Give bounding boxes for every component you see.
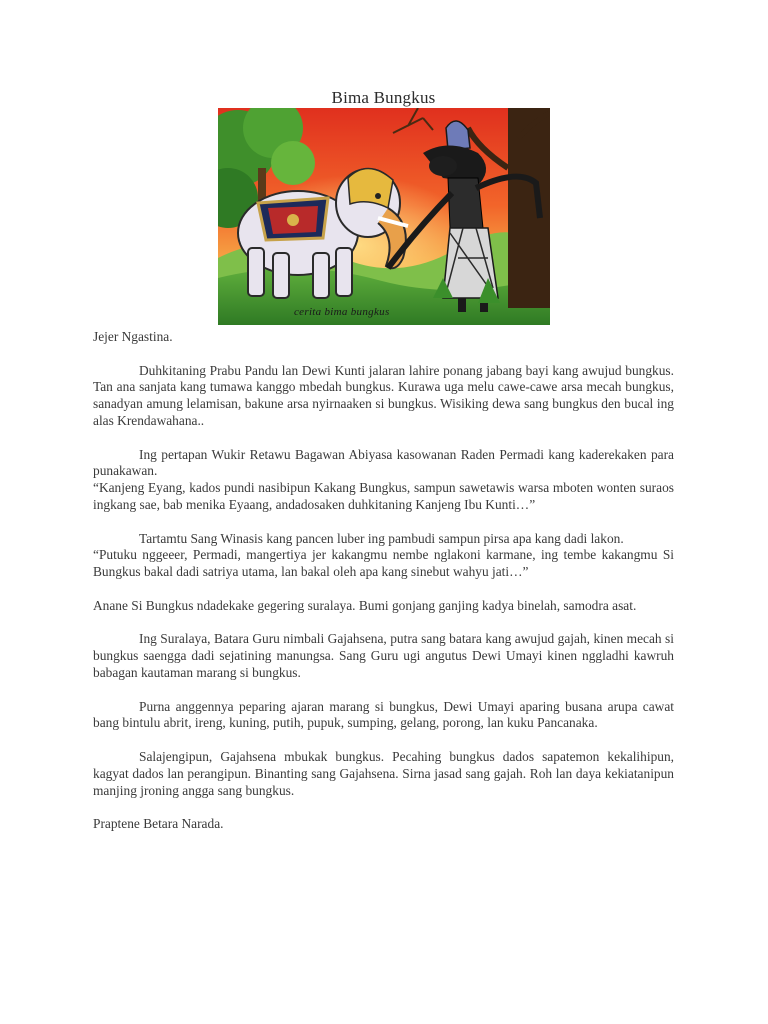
paragraph-10: Salajengipun, Gajahsena mbukak bungkus. Pecahing bungkus dados sapatemon kekalihipun, kagyat dados lan perangipun. Binanting sang Gajahsena. Sirna jasad sang gajah. Roh lan daya kekiatanipun manjing jroning angga sang bungkus. — [93, 748, 674, 798]
paragraph-3: Ing pertapan Wukir Retawu Bagawan Abiyasa kasowanan Raden Permadi kang kaderekaken para punakawan. — [93, 446, 674, 479]
paragraph-7: Anane Si Bungkus ndadekake gegering suralaya. Bumi gonjang ganjing kadya binelah, samodra asat. — [93, 597, 637, 613]
paragraph-1: Jejer Ngastina. — [93, 329, 173, 344]
image-caption: cerita bima bungkus — [294, 306, 390, 319]
paragraph-9: Purna anggennya peparing ajaran marang si bungkus, Dewi Umayi aparing busana arupa cawat bang bintulu abrit, ireng, kuning, putih, pupuk, sumping, gelang, porong, lan kuku Pancanaka. — [93, 698, 674, 731]
paragraph-8: Ing Suralaya, Batara Guru nimbali Gajahsena, putra sang batara kang awujud gajah, kinen mecah si bungkus saengga dadi sejatining manungsa. Sang Guru ugi angutus Dewi Umayi kinen nggladhi kawruh babagan kautaman marang si bungkus. — [93, 631, 674, 680]
paragraph-6: “Putuku nggeeer, Permadi, mangertiya jer kakangmu nembe nglakoni karmane, ing tembe kakangmu Si Bungkus bakal dadi satriya utama, lan bakal oleh apa kang sinebut wahyu jati…” — [93, 547, 674, 580]
wayang-elephant-and-bima-image — [218, 108, 550, 325]
document-page — [93, 88, 674, 833]
page-title: Bima Bungkus — [331, 88, 436, 107]
wayang-illustration — [218, 108, 550, 325]
paragraph-2: Duhkitaning Prabu Pandu lan Dewi Kunti jalaran lahire ponang jabang bayi kang awujud bungkus. Tan ana sanjata kang tumawa kanggo mbedah bungkus. Kurawa uga melu cawe-cawe arsa mecah bungkus, sanadyan amung lelamisan, bakune arsa nyirnaaken si bungkus. Wisiking dewa sang bungkus den bucal ing alas Krendawahana.. — [93, 362, 674, 428]
paragraph-4: “Kanjeng Eyang, kados pundi nasibipun Kakang Bungkus, sampun sawetawis warsa mboten wonten suraos ingkang sae, bab menika Eyaang, andadosaken duhkitaning Kanjeng Ibu Kunti…” — [93, 480, 674, 512]
paragraph-5: Tartamtu Sang Winasis kang pancen luber ing pambudi sampun pirsa apa kang dadi lakon. — [139, 530, 624, 546]
paragraph-11: Praptene Betara Narada. — [93, 816, 224, 832]
